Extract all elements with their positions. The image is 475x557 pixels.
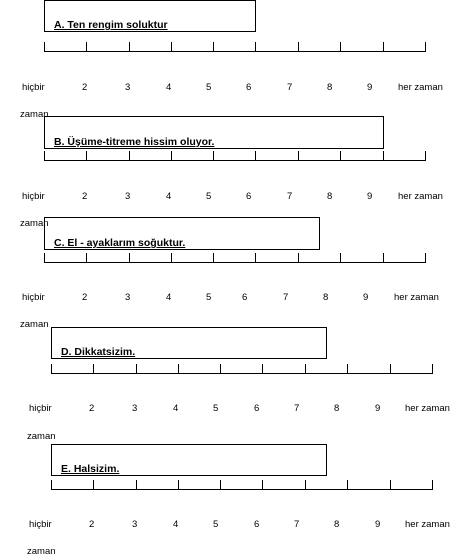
scale-tick[interactable] xyxy=(432,364,433,374)
scale-tick[interactable] xyxy=(178,480,179,490)
scale-number: 4 xyxy=(173,403,179,414)
question-title: D. Dikkatsizim. xyxy=(61,346,136,358)
scale-number: 7 xyxy=(287,191,293,202)
scale-tick[interactable] xyxy=(93,480,94,490)
scale-tick[interactable] xyxy=(347,364,348,374)
scale-number: 5 xyxy=(206,191,212,202)
scale-tick[interactable] xyxy=(298,151,299,161)
scale-tick[interactable] xyxy=(213,42,214,52)
scale-tick[interactable] xyxy=(425,151,426,161)
scale-tick[interactable] xyxy=(171,253,172,263)
rating-scale[interactable] xyxy=(51,480,433,490)
scale-number: 6 xyxy=(254,519,260,530)
scale-tick[interactable] xyxy=(340,151,341,161)
scale-number: 6 xyxy=(242,292,248,303)
rating-scale[interactable] xyxy=(44,253,426,263)
scale-tick[interactable] xyxy=(347,480,348,490)
scale-low-label: hiçbir xyxy=(29,519,52,530)
scale-number: 7 xyxy=(287,82,293,93)
scale-tick[interactable] xyxy=(44,151,45,161)
scale-number: 5 xyxy=(213,519,219,530)
scale-number: 6 xyxy=(246,191,252,202)
scale-tick[interactable] xyxy=(298,253,299,263)
scale-number: 9 xyxy=(375,403,381,414)
question-box-b xyxy=(44,116,384,149)
scale-number: 3 xyxy=(125,82,131,93)
scale-axis-line xyxy=(44,160,426,161)
rating-scale[interactable] xyxy=(51,364,433,374)
rating-scale[interactable] xyxy=(44,42,426,52)
scale-number: 6 xyxy=(254,403,260,414)
scale-tick[interactable] xyxy=(44,253,45,263)
scale-tick[interactable] xyxy=(425,42,426,52)
scale-tick[interactable] xyxy=(255,42,256,52)
scale-axis-line xyxy=(44,262,426,263)
scale-tick[interactable] xyxy=(298,42,299,52)
scale-number: 3 xyxy=(132,403,138,414)
question-box-e xyxy=(51,444,327,476)
scale-number: 8 xyxy=(334,519,340,530)
scale-tick[interactable] xyxy=(171,42,172,52)
scale-tick[interactable] xyxy=(220,480,221,490)
scale-tick[interactable] xyxy=(383,42,384,52)
scale-axis-line xyxy=(44,51,426,52)
scale-number: 4 xyxy=(166,82,172,93)
scale-low-label: hiçbir xyxy=(22,191,45,202)
scale-tick[interactable] xyxy=(305,364,306,374)
scale-tick[interactable] xyxy=(93,364,94,374)
scale-tick[interactable] xyxy=(255,253,256,263)
scale-tick[interactable] xyxy=(178,364,179,374)
question-box-d xyxy=(51,327,327,359)
scale-number: 5 xyxy=(206,292,212,303)
scale-number: 9 xyxy=(363,292,369,303)
scale-tick[interactable] xyxy=(129,253,130,263)
scale-number: 2 xyxy=(82,292,88,303)
scale-low-label: hiçbir xyxy=(22,82,45,93)
scale-tick[interactable] xyxy=(383,151,384,161)
scale-number: 8 xyxy=(334,403,340,414)
question-title: B. Üşüme-titreme hissim oluyor. xyxy=(54,136,215,148)
scale-number: 7 xyxy=(294,403,300,414)
scale-high-label: her zaman xyxy=(405,403,450,414)
scale-axis-line xyxy=(51,373,433,374)
scale-tick[interactable] xyxy=(383,253,384,263)
scale-tick[interactable] xyxy=(129,42,130,52)
scale-number: 4 xyxy=(173,519,179,530)
question-title: E. Halsizim. xyxy=(61,463,120,475)
scale-tick[interactable] xyxy=(432,480,433,490)
scale-number: 9 xyxy=(375,519,381,530)
scale-number: 9 xyxy=(367,191,373,202)
scale-tick[interactable] xyxy=(262,364,263,374)
scale-tick[interactable] xyxy=(262,480,263,490)
scale-tick[interactable] xyxy=(171,151,172,161)
scale-number: 2 xyxy=(82,191,88,202)
scale-high-label: her zaman xyxy=(405,519,450,530)
scale-tick[interactable] xyxy=(340,42,341,52)
scale-number: 9 xyxy=(367,82,373,93)
scale-axis-line xyxy=(51,489,433,490)
scale-tick[interactable] xyxy=(340,253,341,263)
scale-tick[interactable] xyxy=(213,253,214,263)
scale-tick[interactable] xyxy=(390,364,391,374)
scale-number: 7 xyxy=(294,519,300,530)
scale-number: 7 xyxy=(283,292,289,303)
scale-low-label-line2: zaman xyxy=(27,546,56,557)
scale-number: 2 xyxy=(89,519,95,530)
scale-tick[interactable] xyxy=(86,42,87,52)
scale-tick[interactable] xyxy=(220,364,221,374)
scale-tick[interactable] xyxy=(136,480,137,490)
rating-scale[interactable] xyxy=(44,151,426,161)
scale-number: 2 xyxy=(89,403,95,414)
scale-tick[interactable] xyxy=(305,480,306,490)
scale-low-label-line2: zaman xyxy=(27,431,56,442)
question-box-a xyxy=(44,0,256,32)
scale-low-label: hiçbir xyxy=(29,403,52,414)
scale-tick[interactable] xyxy=(51,364,52,374)
scale-tick[interactable] xyxy=(86,151,87,161)
scale-number: 4 xyxy=(166,292,172,303)
scale-low-label-line2: zaman xyxy=(20,218,49,229)
scale-tick[interactable] xyxy=(390,480,391,490)
scale-number: 4 xyxy=(166,191,172,202)
scale-number: 2 xyxy=(82,82,88,93)
scale-tick[interactable] xyxy=(51,480,52,490)
scale-number: 8 xyxy=(327,191,333,202)
scale-high-label: her zaman xyxy=(398,191,443,202)
scale-tick[interactable] xyxy=(425,253,426,263)
scale-tick[interactable] xyxy=(136,364,137,374)
scale-number: 3 xyxy=(125,292,131,303)
scale-number: 8 xyxy=(327,82,333,93)
scale-number: 5 xyxy=(206,82,212,93)
scale-low-label: hiçbir xyxy=(22,292,45,303)
question-title: C. El - ayaklarım soğuktur. xyxy=(54,237,186,249)
scale-number: 5 xyxy=(213,403,219,414)
question-box-c xyxy=(44,217,320,250)
question-title: A. Ten rengim soluktur xyxy=(54,19,168,31)
scale-number: 3 xyxy=(125,191,131,202)
scale-high-label: her zaman xyxy=(398,82,443,93)
scale-number: 3 xyxy=(132,519,138,530)
scale-tick[interactable] xyxy=(213,151,214,161)
scale-number: 8 xyxy=(323,292,329,303)
scale-number: 6 xyxy=(246,82,252,93)
scale-tick[interactable] xyxy=(129,151,130,161)
scale-low-label-line2: zaman xyxy=(20,109,49,120)
scale-tick[interactable] xyxy=(255,151,256,161)
scale-high-label: her zaman xyxy=(394,292,439,303)
scale-tick[interactable] xyxy=(44,42,45,52)
scale-tick[interactable] xyxy=(86,253,87,263)
scale-low-label-line2: zaman xyxy=(20,319,49,330)
